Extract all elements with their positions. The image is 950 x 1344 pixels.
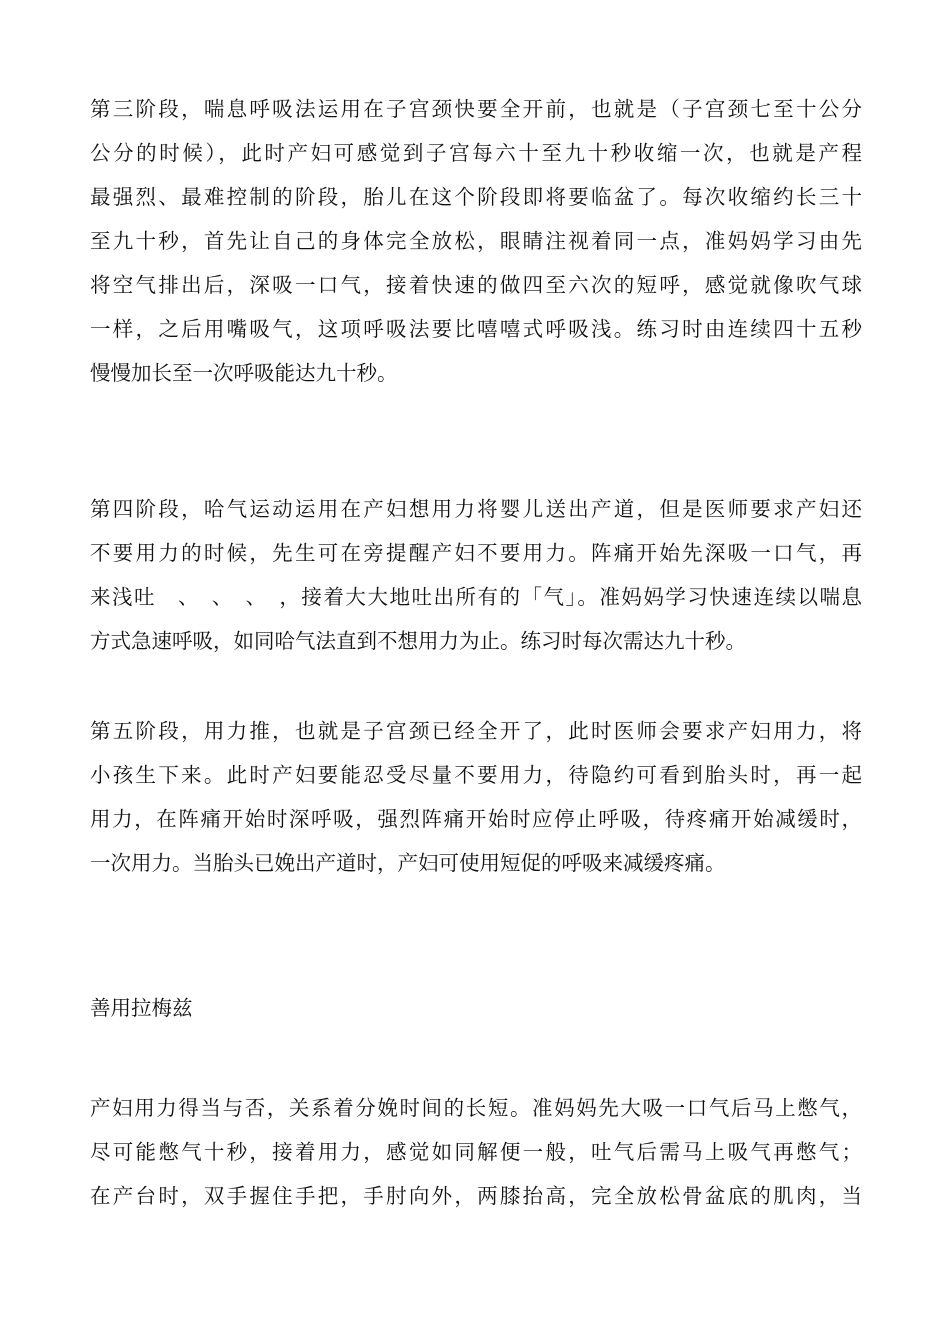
text-line: 用力，在阵痛开始时深呼吸，强烈阵痛开始时应停止呼吸，待疼痛开始减缓时，	[90, 807, 862, 831]
text-line: 将空气排出后，深吸一口气，接着快速的做四至六次的短呼，感觉就像吹气球	[90, 273, 862, 297]
paragraph-lamaze-usage	[90, 1086, 862, 1218]
text-line: 来浅吐 、 、 、 ，接着大大地吐出所有的「气」。准妈妈学习快速连续以喘息	[90, 585, 862, 609]
paragraph-stage-five	[90, 709, 862, 885]
paragraph-stage-four	[90, 487, 862, 663]
text-line: 在产台时，双手握住手把，手肘向外，两膝抬高，完全放松骨盆底的肌肉，当	[90, 1184, 862, 1208]
text-line: 至九十秒，首先让自己的身体完全放松，眼睛注视着同一点，准妈妈学习由先	[90, 229, 862, 253]
section-heading-lamaze	[90, 986, 862, 1030]
text-line: 方式急速呼吸，如同哈气法直到不想用力为止。练习时每次需达九十秒。	[90, 629, 746, 653]
text-line: 一样，之后用嘴吸气，这项呼吸法要比嘻嘻式呼吸浅。练习时由连续四十五秒	[90, 317, 862, 341]
section-heading: 善用拉梅兹	[90, 996, 193, 1020]
text-line: 最强烈、最难控制的阶段，胎儿在这个阶段即将要临盆了。每次收缩约长三十	[90, 185, 862, 209]
text-line: 第五阶段，用力推，也就是子宫颈已经全开了，此时医师会要求产妇用力，将	[90, 719, 862, 743]
text-line: 慢慢加长至一次呼吸能达九十秒。	[90, 361, 398, 385]
text-line: 公分的时候），此时产妇可感觉到子宫每六十至九十秒收缩一次，也就是产程	[90, 141, 862, 165]
text-line: 小孩生下来。此时产妇要能忍受尽量不要用力，待隐约可看到胎头时，再一起	[90, 763, 862, 787]
text-line: 产妇用力得当与否，关系着分娩时间的长短。准妈妈先大吸一口气后马上憋气，	[90, 1096, 862, 1120]
text-line: 一次用力。当胎头已娩出产道时，产妇可使用短促的呼吸来减缓疼痛。	[90, 851, 726, 875]
text-line: 第四阶段，哈气运动运用在产妇想用力将婴儿送出产道，但是医师要求产妇还	[90, 497, 862, 521]
text-line: 第三阶段，喘息呼吸法运用在子宫颈快要全开前，也就是（子宫颈七至十公分	[90, 97, 862, 121]
text-line: 不要用力的时候，先生可在旁提醒产妇不要用力。阵痛开始先深吸一口气，再	[90, 541, 862, 565]
text-line: 尽可能憋气十秒，接着用力，感觉如同解便一般，吐气后需马上吸气再憋气；	[90, 1140, 862, 1164]
paragraph-stage-three	[90, 87, 862, 395]
